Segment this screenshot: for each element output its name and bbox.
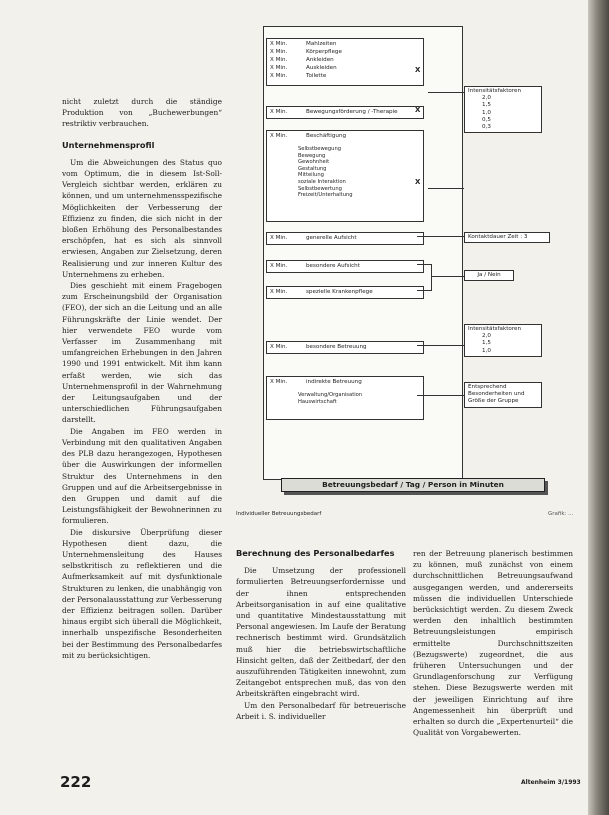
sub-item: Gestaltung <box>298 165 327 172</box>
paragraph: ren der Betreuung planerisch bestimmen zu können, muß zunächst von einem durchschnittlichen Betreuungsaufwand ausgegangen werden, und andererseits müssen die individuellen Unterschiede berücksichtigt werden. Zu diesem Zweck werden den inhaltlich bestimmten Betreuungsleistungen empirisch ermittelte Durchschnittszeiten (Bezugswerte) zugeordnet, die aus früheren Untersuchungen und der Grundlagenforschung zur Verfügung stehen. Diese Bezugswerte werden mit der jeweiligen Einrichtung auf ihre Angemessenheit hin überprüft und erhalten so durch die „Expertenurteil“ die Qualität von Vorgabewerten. <box>413 549 573 738</box>
care-item: Beschäftigung <box>306 133 347 139</box>
sub-item: Selbstbewegung <box>298 146 342 152</box>
contact-time-box <box>464 232 550 243</box>
issue-label: Altenheim 3/1993 <box>521 779 581 786</box>
care-item: Mahlzeiten <box>306 41 337 47</box>
section-heading: Unternehmensprofil <box>62 139 155 150</box>
sub-item: Selbstbewertung <box>298 185 342 192</box>
indirect-sublist <box>298 392 420 405</box>
min-label: X Min. <box>270 109 288 115</box>
occupation-box <box>266 130 424 222</box>
middle-text-column <box>236 548 406 722</box>
care-item: Auskleiden <box>306 65 337 71</box>
sub-item: Gewohnheit <box>298 159 330 166</box>
special-care-box <box>266 341 424 354</box>
paragraph: Die Umsetzung der professionell formulierten Betreuungserfordernisse und der ihnen entsprechenden Arbeitsorganisation in auf eine qualitative und quantitative Mindestausstattung mit Personal angewiesen. Im Laufe der Beratung rechnerisch bestimmt wird. Grundsätzlich muß hier die betriebswirtschaftliche Hinsicht gelten, daß der Zeitbedarf, der den auszuführenden Tätigkeiten innewohnt, zum Zeitangebot entsprechen muß, das von den Arbeitskräften eingebracht wird. <box>236 566 406 699</box>
paragraph: Die diskursive Überprüfung dieser Hypothesen dient dazu, die Unternehmensleitung des Hauses selbstkritisch zu reflektieren und die Aufmerksamkeit auf mit dysfunktionale Strukturen zu lenken, die unabhängig von der Personalausstattung zur Verbesserung der Effizienz beitragen sollen. Darüber hinaus ergibt sich überall die Möglichkeit, innerhalb unspezifische Besonderheiten bei der Bestimmung des Personalbedarfes mit zu berücksichtigen. <box>62 527 222 660</box>
care-item: Bewegungsförderung / -Therapie <box>306 109 398 115</box>
care-item: besondere Aufsicht <box>306 263 360 269</box>
box-title: Intensitätsfaktoren <box>468 326 521 332</box>
factor-value: 1,0 <box>482 109 491 116</box>
min-label: X Min. <box>270 235 288 241</box>
min-label: X Min. <box>270 263 288 269</box>
factor-value: 1,0 <box>482 347 491 354</box>
box-text: Entsprechend Besonderheiten und Größe der Gruppe <box>468 384 525 405</box>
min-label: X Min. <box>270 49 288 55</box>
care-item: Toilette <box>306 73 327 79</box>
general-supervision-box <box>266 232 424 245</box>
connector-line <box>431 264 432 291</box>
min-label: X Min. <box>270 289 288 295</box>
care-item: generelle Aufsicht <box>306 235 357 241</box>
care-needs-diagram <box>233 20 583 510</box>
care-requirement-base: Betreuungsbedarf / Tag / Person in Minuten <box>281 478 545 492</box>
connector-line <box>431 276 464 277</box>
box-text: Ja / Nein <box>477 272 501 278</box>
sub-item: Bewegung <box>298 152 326 159</box>
figure-caption: Individueller Betreuungsbedarf <box>236 511 322 517</box>
care-item: spezielle Krankenpflege <box>306 289 373 295</box>
paragraph: nicht zuletzt durch die ständige Produktion von „Buchewerbungen“ restriktiv verbrauchen. <box>62 97 222 129</box>
min-label: X Min. <box>270 41 288 47</box>
connector-line <box>428 92 464 93</box>
sub-item: Hauswirtschaft <box>298 398 337 405</box>
min-label: X Min. <box>270 57 288 63</box>
min-label: X Min. <box>270 73 288 79</box>
connector-line <box>417 395 464 396</box>
multiply-mark: X <box>415 178 421 186</box>
daily-care-box <box>266 38 424 86</box>
care-item: besondere Betreuung <box>306 344 367 350</box>
book-gutter <box>588 0 609 815</box>
box-title: Intensitätsfaktoren <box>468 88 521 94</box>
factor-value: 0,5 <box>482 116 491 123</box>
right-text-column <box>413 548 573 738</box>
multiply-mark: X <box>415 66 421 74</box>
sub-item: Freizeit/Unterhaltung <box>298 192 353 199</box>
intensity-factors-box-2 <box>464 324 542 357</box>
page-number: 222 <box>60 773 92 791</box>
intensity-factors-box <box>464 86 542 133</box>
factor-value: 1,5 <box>482 102 491 109</box>
care-item: Körperpflege <box>306 49 342 55</box>
sub-item: Verwaltung/Organisation <box>298 392 363 398</box>
box-text: Kontaktdauer Zeit : 3 <box>468 234 528 240</box>
factor-value: 2,0 <box>482 333 491 340</box>
nursing-box <box>266 286 424 299</box>
indirect-care-box <box>266 376 424 420</box>
figure-credit: Grafik: ... <box>548 511 574 517</box>
multiply-mark: X <box>415 106 421 114</box>
paragraph: Dies geschieht mit einem Fragebogen zum Erscheinungsbild der Organisation (FEO), der sich an die Leitung und an alle Führungskräfte der Linie wendet. Der hier verwendete FEO wurde vom Verfasser im Zusammenhang mit umfangreichen Erhebungen in den Jahren 1990 und 1991 entwickelt. Mit ihm kann erfaßt werden, wie sich das Unternehmensprofil in der Wahrnehmung der Leitungsaufgaben und der unterschiedlichen Führungsaufgaben darstellt. <box>62 281 222 425</box>
connector-line <box>417 290 431 291</box>
left-text-column <box>62 96 222 661</box>
sub-item: soziale Interaktion <box>298 178 346 185</box>
movement-therapy-box <box>266 106 424 119</box>
connector-line <box>428 188 464 189</box>
min-label: X Min. <box>270 379 288 385</box>
min-label: X Min. <box>270 133 288 139</box>
connector-line <box>417 236 464 237</box>
section-heading: Berechnung des Personalbedarfes <box>236 548 395 558</box>
occupation-sublist <box>298 146 420 199</box>
care-item: Ankleiden <box>306 57 334 63</box>
min-label: X Min. <box>270 65 288 71</box>
factor-value: 0,3 <box>482 124 491 131</box>
yes-no-box <box>464 270 514 281</box>
group-size-box <box>464 382 542 408</box>
paragraph: Um die Abweichungen des Status quo vom Optimum, die in diesem Ist-Soll-Vergleich sichtbar werden, erklären zu können, und um unternehmensspezifische Möglichkeiten der Verbesserung der Effizienz zu finden, die sich nicht in der bloßen Erhöhung des Personalbestandes erschöpfen, hat es sich als sinnvoll erwiesen, Angaben zur Zielsetzung, deren Realisierung und zur inneren Kultur des Unternehmens zu erheben. <box>62 157 222 279</box>
factor-value: 1,5 <box>482 340 491 347</box>
special-supervision-box <box>266 260 424 273</box>
connector-line <box>417 345 464 346</box>
connector-line <box>417 264 431 265</box>
min-label: X Min. <box>270 344 288 350</box>
care-item: indirekte Betreuung <box>306 379 362 385</box>
factor-value: 2,0 <box>482 95 491 102</box>
paragraph: Um den Personalbedarf für betreuerische Arbeit i. S. individueller <box>236 700 406 721</box>
sub-item: Mitteilung <box>298 172 324 179</box>
paragraph: Die Angaben im FEO werden in Verbindung mit den qualitativen Angaben des PLB dazu herangezogen, Hypothesen über die Auswirkungen der informellen Struktur des Unternehmens in den Gruppen und auf die Arbeitsergebnisse in den Gruppen und damit auf die Leistungsfähigkeit der Bewohnerinnen zu formulieren. <box>62 426 222 526</box>
